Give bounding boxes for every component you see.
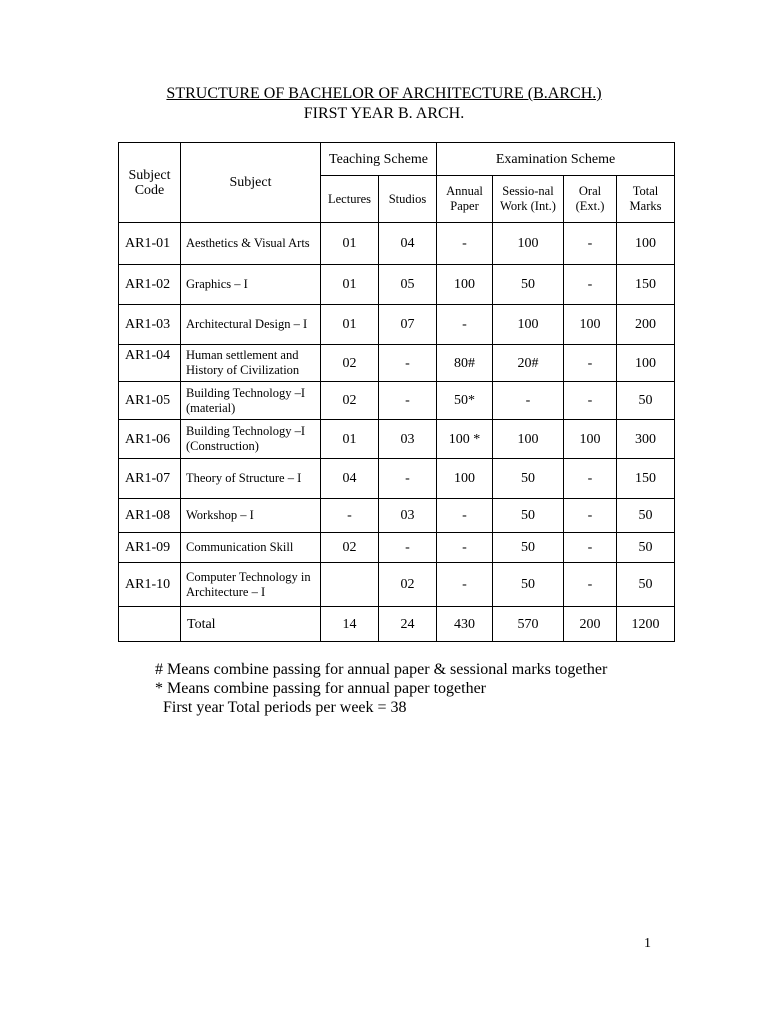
total-row — [119, 607, 675, 642]
table-row — [119, 459, 675, 499]
total-sessional-work: 570 — [493, 607, 564, 642]
studios-cell: - — [379, 345, 437, 382]
total-marks-cell: 300 — [617, 420, 675, 459]
oral-cell: - — [564, 533, 617, 563]
subject-code-cell: AR1-07 — [119, 459, 181, 499]
document-subtitle: FIRST YEAR B. ARCH. — [303, 105, 465, 122]
oral-cell: - — [564, 499, 617, 533]
subject-code-cell: AR1-09 — [119, 533, 181, 563]
annual-paper-cell: 100 — [437, 459, 493, 499]
studios-cell: 02 — [379, 563, 437, 607]
header-lectures: Lectures — [321, 176, 379, 223]
header-total-marks: Total Marks — [617, 176, 675, 223]
subject-name-cell: Communication Skill — [181, 533, 321, 563]
header-annual-paper: Annual Paper — [437, 176, 493, 223]
subject-code-cell: AR1-06 — [119, 420, 181, 459]
studios-cell: 04 — [379, 223, 437, 265]
sessional-work-cell: - — [493, 382, 564, 420]
lectures-cell: 02 — [321, 382, 379, 420]
table-row — [119, 305, 675, 345]
lectures-cell: 01 — [321, 420, 379, 459]
table-row — [119, 265, 675, 305]
subject-code-cell: AR1-10 — [119, 563, 181, 607]
total-studios: 24 — [379, 607, 437, 642]
total-annual-paper: 430 — [437, 607, 493, 642]
course-structure-table — [118, 142, 675, 642]
studios-cell: 05 — [379, 265, 437, 305]
sessional-work-cell: 50 — [493, 563, 564, 607]
sessional-work-cell: 100 — [493, 420, 564, 459]
lectures-cell: 01 — [321, 305, 379, 345]
header-studios: Studios — [379, 176, 437, 223]
oral-cell: - — [564, 563, 617, 607]
sessional-work-cell: 50 — [493, 499, 564, 533]
annual-paper-cell: - — [437, 533, 493, 563]
total-marks-cell: 50 — [617, 563, 675, 607]
studios-cell: 03 — [379, 420, 437, 459]
total-marks-cell: 150 — [617, 459, 675, 499]
sessional-work-cell: 50 — [493, 459, 564, 499]
lectures-cell: 02 — [321, 533, 379, 563]
lectures-cell: 04 — [321, 459, 379, 499]
header-subject: Subject — [181, 143, 321, 223]
header-subject-code: Subject Code — [119, 143, 181, 223]
annual-paper-cell: 50* — [437, 382, 493, 420]
footnote-asterisk: * Means combine passing for annual paper together — [155, 680, 487, 697]
subject-name-cell: Graphics – I — [181, 265, 321, 305]
table-row — [119, 563, 675, 607]
header-row-top — [119, 143, 675, 176]
oral-cell: - — [564, 345, 617, 382]
total-label: Total — [181, 607, 321, 642]
total-oral: 200 — [564, 607, 617, 642]
header-oral: Oral (Ext.) — [564, 176, 617, 223]
page-number: 1 — [644, 936, 651, 951]
subject-code-cell: AR1-08 — [119, 499, 181, 533]
sessional-work-cell: 100 — [493, 305, 564, 345]
footnotes — [155, 660, 607, 717]
total-marks-cell: 50 — [617, 533, 675, 563]
table-row — [119, 345, 675, 382]
annual-paper-cell: 100 — [437, 265, 493, 305]
oral-cell: 100 — [564, 305, 617, 345]
subject-code-cell: AR1-03 — [119, 305, 181, 345]
annual-paper-cell: - — [437, 223, 493, 265]
subject-code-cell: AR1-02 — [119, 265, 181, 305]
table-row — [119, 420, 675, 459]
subject-code-cell: AR1-05 — [119, 382, 181, 420]
sessional-work-cell: 50 — [493, 265, 564, 305]
total-marks-cell: 100 — [617, 223, 675, 265]
total-marks-cell: 50 — [617, 382, 675, 420]
sessional-work-cell: 100 — [493, 223, 564, 265]
subject-code-cell: AR1-01 — [119, 223, 181, 265]
lectures-cell: - — [321, 499, 379, 533]
studios-cell: - — [379, 382, 437, 420]
total-marks: 1200 — [617, 607, 675, 642]
studios-cell: 03 — [379, 499, 437, 533]
subject-name-cell: Workshop – I — [181, 499, 321, 533]
annual-paper-cell: - — [437, 499, 493, 533]
lectures-cell: 01 — [321, 265, 379, 305]
table-row — [119, 223, 675, 265]
studios-cell: - — [379, 533, 437, 563]
total-row-code-cell — [119, 607, 181, 642]
lectures-cell — [321, 563, 379, 607]
oral-cell: - — [564, 223, 617, 265]
lectures-cell: 01 — [321, 223, 379, 265]
document-title: STRUCTURE OF BACHELOR OF ARCHITECTURE (B.ARCH.) — [166, 85, 602, 102]
header-teaching-scheme: Teaching Scheme — [321, 143, 437, 176]
total-marks-cell: 50 — [617, 499, 675, 533]
subject-name-cell: Aesthetics & Visual Arts — [181, 223, 321, 265]
sessional-work-cell: 50 — [493, 533, 564, 563]
subject-code-cell: AR1-04 — [119, 345, 181, 382]
subject-name-cell: Building Technology –I (material) — [181, 382, 321, 420]
total-marks-cell: 200 — [617, 305, 675, 345]
oral-cell: - — [564, 382, 617, 420]
header-examination-scheme: Examination Scheme — [437, 143, 675, 176]
subject-name-cell: Architectural Design – I — [181, 305, 321, 345]
header-sessional-work: Sessio-nal Work (Int.) — [493, 176, 564, 223]
annual-paper-cell: 100 * — [437, 420, 493, 459]
lectures-cell: 02 — [321, 345, 379, 382]
annual-paper-cell: - — [437, 305, 493, 345]
sessional-work-cell: 20# — [493, 345, 564, 382]
total-marks-cell: 100 — [617, 345, 675, 382]
subject-name-cell: Human settlement and History of Civilization — [181, 345, 321, 382]
subject-name-cell: Theory of Structure – I — [181, 459, 321, 499]
oral-cell: - — [564, 265, 617, 305]
studios-cell: 07 — [379, 305, 437, 345]
footnote-hash: # Means combine passing for annual paper & sessional marks together — [155, 661, 608, 678]
table-row — [119, 382, 675, 420]
table-row — [119, 499, 675, 533]
oral-cell: - — [564, 459, 617, 499]
total-marks-cell: 150 — [617, 265, 675, 305]
table-row — [119, 533, 675, 563]
subject-name-cell: Computer Technology in Architecture – I — [181, 563, 321, 607]
subject-name-cell: Building Technology –I (Construction) — [181, 420, 321, 459]
total-lectures: 14 — [321, 607, 379, 642]
annual-paper-cell: - — [437, 563, 493, 607]
annual-paper-cell: 80# — [437, 345, 493, 382]
studios-cell: - — [379, 459, 437, 499]
footnote-periods: First year Total periods per week = 38 — [155, 699, 407, 716]
oral-cell: 100 — [564, 420, 617, 459]
